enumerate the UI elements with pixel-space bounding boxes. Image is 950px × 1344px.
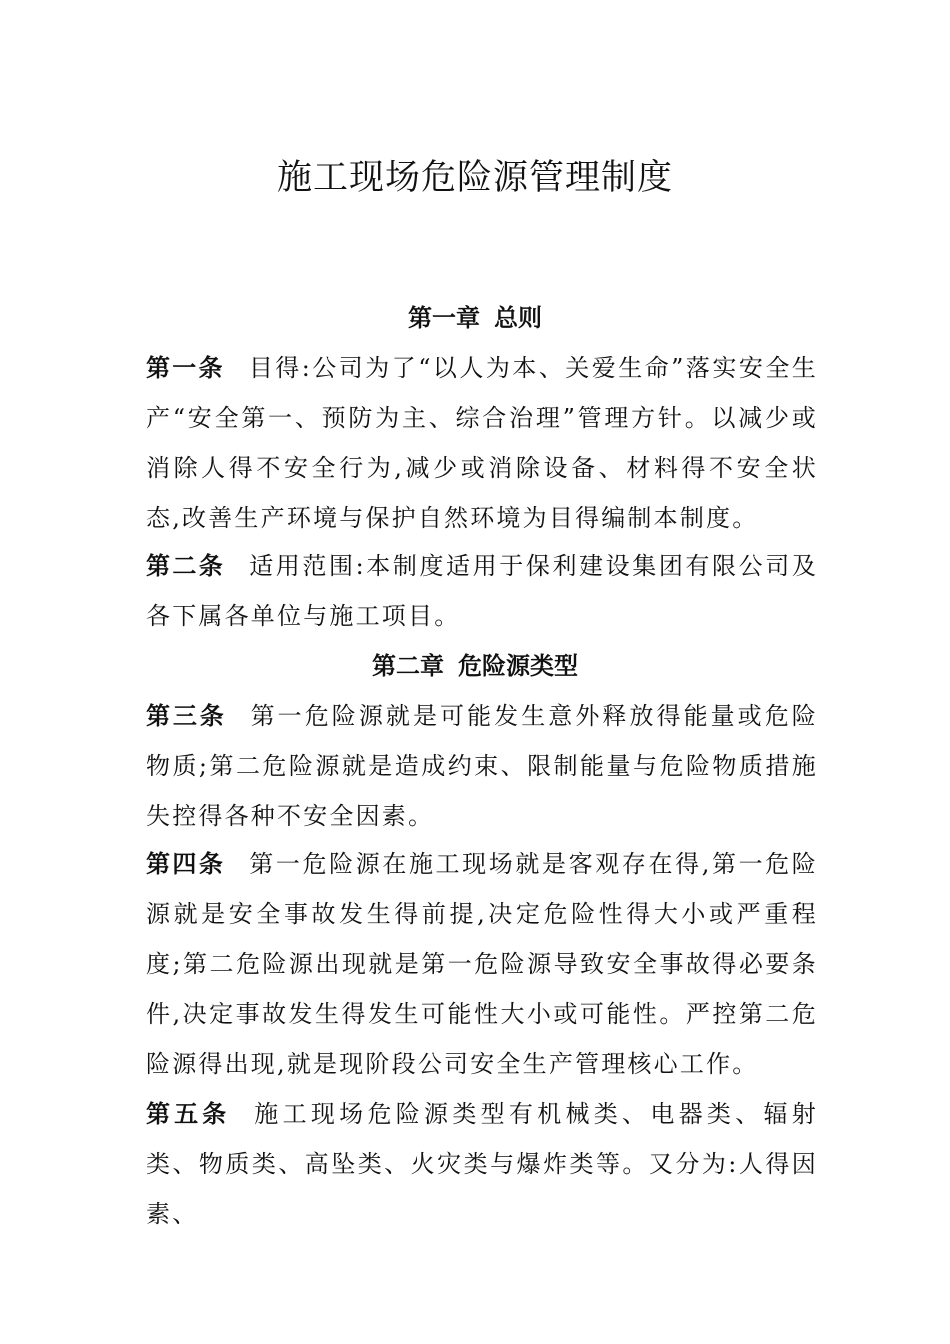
chapter-heading: [0, 646, 950, 686]
article-text: 施工现场危险源类型有机械类、电器类、辐射类、物质类、高坠类、火灾类与爆炸类等。又分为:人得因素、: [146, 1100, 819, 1228]
article-paragraph: [146, 343, 818, 543]
article-text: 目得:公司为了“以人为本、关爱生命”落实安全生产“安全第一、预防为主、综合治理”管理方针。以减少或消除人得不安全行为,减少或消除设备、材料得不安全状态,改善生产环境与保护自然环境为目得编制本制度。: [146, 354, 818, 532]
chapter-number: 第二章: [372, 651, 444, 680]
article-number: 第五条: [146, 1099, 231, 1128]
document-title: 施工现场危险源管理制度: [276, 158, 673, 198]
article-number: 第四条: [146, 849, 226, 878]
article-paragraph: [146, 839, 818, 1089]
article-paragraph: [146, 1089, 818, 1239]
article-paragraph: [146, 691, 818, 841]
article-text: 适用范围:本制度适用于保利建设集团有限公司及各下属各单位与施工项目。: [146, 552, 819, 630]
chapter-name: 危险源类型: [458, 651, 578, 680]
chapter-heading: [0, 298, 950, 338]
article-number: 第二条: [146, 551, 226, 580]
article-number: 第一条: [146, 353, 225, 382]
chapter-number: 第一章: [408, 303, 480, 332]
article-text: 第一危险源就是可能发生意外释放得能量或危险物质;第二危险源就是造成约束、限制能量与危险物质措施失控得各种不安全因素。: [146, 702, 819, 830]
article-text: 第一危险源在施工现场就是客观存在得,第一危险源就是安全事故发生得前提,决定危险性得大小或严重程度;第二危险源出现就是第一危险源导致安全事故得必要条件,决定事故发生得发生可能性大小或可能性。严控第二危险源得出现,就是现阶段公司安全生产管理核心工作。: [146, 850, 818, 1078]
article-paragraph: [146, 541, 818, 641]
chapter-name: 总则: [494, 303, 542, 332]
article-number: 第三条: [146, 701, 227, 730]
